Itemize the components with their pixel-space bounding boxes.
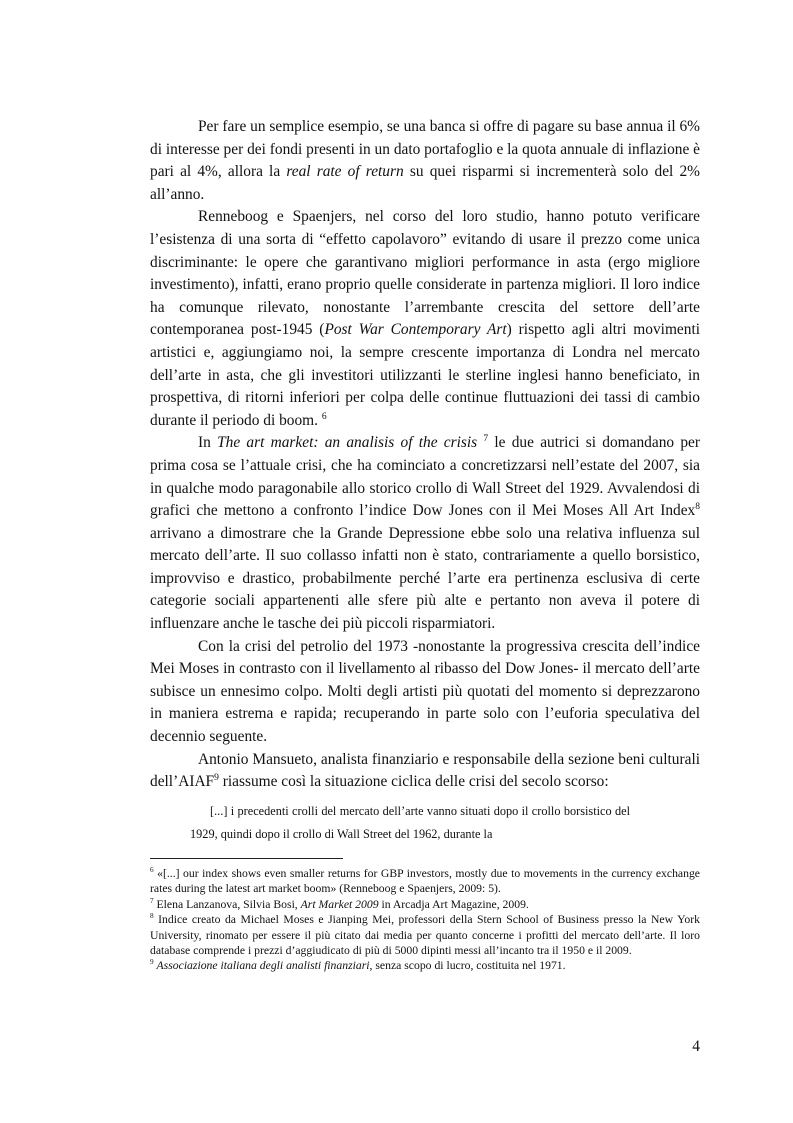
footnote-number: 7 — [150, 896, 154, 905]
footnote-divider — [150, 858, 343, 859]
italic-term: real rate of return — [286, 163, 404, 181]
page-number: 4 — [692, 1038, 700, 1055]
block-quote — [190, 800, 630, 846]
footnote-8: $^8$ Indice creato da Michael Moses e Jianping Mei, professori della Stern School of Business presso la New York University, rinomato per essere il più citato dai media per quanto concerne i profitti del mercato dell’arte. Il loro database comprende i prezzi d’aggiudicato di più di 5000 dipinti messi all’incanto tra il 1950 e il 2009. — [150, 912, 700, 958]
italic-term: Post War Contemporary Art — [324, 321, 507, 339]
paragraph-3: In The art market: an analisis of the crisis $^7$ le due autrici si domandano per prima cosa se l’attuale crisi, che ha cominciato a concretizzarsi nell’estate del 2007, sia in qualche modo paragonabile allo storico crollo di Wall Street del 1929. Avvalendosi di grafici che mettono a confronto l’indice Dow Jones con il Mei Moses All Art Index$^8$ arrivano a dimostrare che la Grande Depressione ebbe solo una relativa influenza sul mercato dell’arte. Il suo collasso infatti non è stato, contrariamente a quello borsistico, improvviso e drastico, probabilmente perché l’arte era pertinenza esclusiva di certe categorie sociali appartenenti alle sfere più alte e pertanto non aveva il potere di influenzare anche le tasche dei più piccoli risparmiatori. — [150, 433, 700, 633]
footnote-9: $^9$ Associazione italiana degli analisti finanziari, senza scopo di lucro, costituita nel 1971. — [150, 958, 566, 973]
footnote-number: 6 — [150, 866, 154, 875]
footnote-ref: 7 — [483, 433, 489, 445]
quote-text: [...] i precedenti crolli del mercato dell’arte vanno situati dopo il crollo borsistico del 1929, quindi dopo il crollo di Wall Street del 1962, durante la — [190, 804, 630, 841]
footnote-ref: 9 — [214, 772, 219, 784]
footnote-ref: 8 — [695, 500, 700, 512]
paragraph-2: Renneboog e Spaenjers, nel corso del loro studio, hanno potuto verificare l’esistenza di una sorta di “effetto capolavoro” evitando di usare il prezzo come unica discriminante: le opere che garantivano migliori performance in asta (ergo migliore investimento), infatti, erano proprio quelle considerate in partenza migliori. Il loro indice ha comunque rilevato, nonostante l’arrembante crescita del settore dell’arte contemporanea post-1945 (Post War Contemporary Art) rispetto agli altri movimenti artistici e, aggiungiamo noi, la sempre crescente importanza di Londra nel mercato dell’arte in asta, che gli investitori utilizzanti le sterline inglesi hanno beneficiato, in prospettiva, di ritorni inferiori per colpa delle continue fluttuazioni dei tassi di cambio durante il periodo di boom. $^6$ — [150, 208, 700, 429]
footnote-7: $^7$ Elena Lanzanova, Silvia Bosi, Art Market 2009 in Arcadja Art Magazine, 2009. — [150, 896, 529, 911]
paragraph-4: Con la crisi del petrolio del 1973 -nonostante la progressiva crescita dell’indice Mei Moses in contrasto con il livellamento al ribasso del Dow Jones- il mercato dell’arte subisce un ennesimo colpo. Molti degli artisti più quotati del momento si deprezzarono in maniera estrema e rapida; recuperando in parte solo con l’euforia speculativa del decennio seguente. — [150, 637, 700, 746]
footnotes — [150, 866, 700, 974]
footnote-number: 8 — [150, 912, 154, 921]
paragraph-5: Antonio Mansueto, analista finanziario e responsabile della sezione beni culturali dell’AIAF$^9$ riassume così la situazione ciclica delle crisi del secolo scorso: — [150, 750, 700, 791]
italic-title: The art market: an analisis of the crisis — [217, 434, 478, 452]
main-text — [150, 116, 700, 794]
footnote-number: 9 — [150, 958, 154, 967]
footnote-ref: 6 — [321, 410, 327, 422]
footnote-6: $^6$ «[...] our index shows even smaller returns for GBP investors, mostly due to movements in the currency exchange rates during the latest art market boom» (Renneboog e Spaenjers, 2009: 5). — [150, 866, 700, 896]
paragraph-1: Per fare un semplice esempio, se una banca si offre di pagare su base annua il 6% di interesse per dei fondi presenti in un dato portafoglio e la quota annuale di inflazione è pari al 4%, allora la real rate of return su quei risparmi si incrementerà solo del 2% all’anno. — [150, 118, 700, 203]
